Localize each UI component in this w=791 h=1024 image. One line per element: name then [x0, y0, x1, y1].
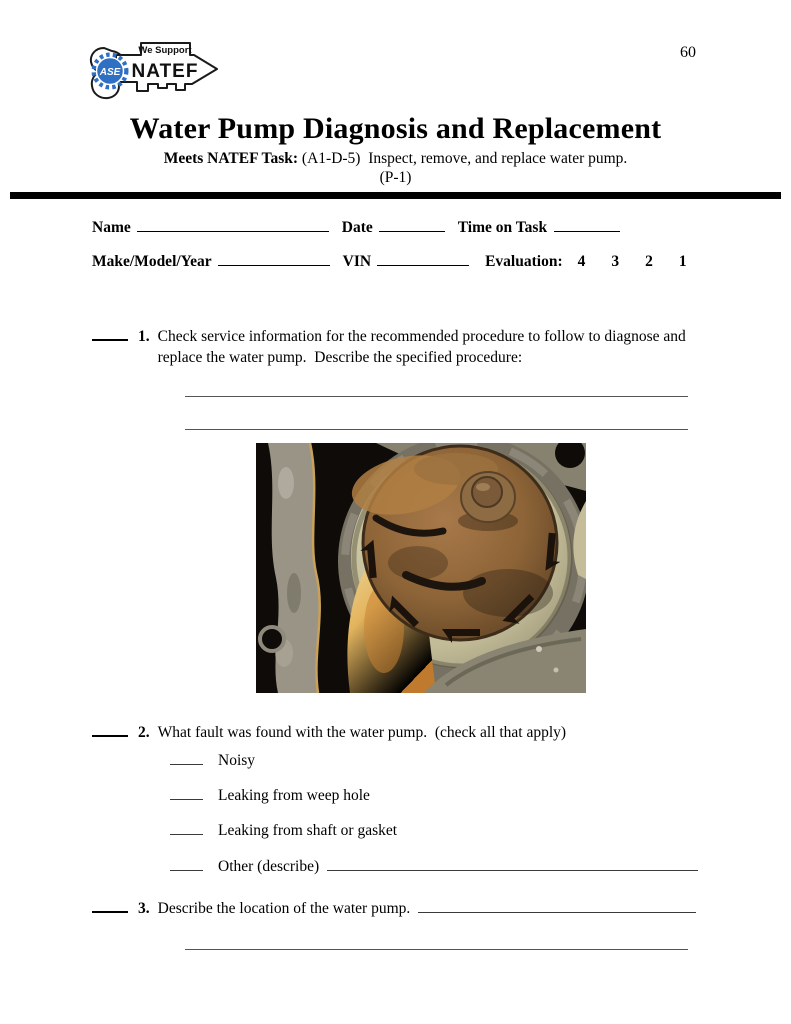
question-3 [92, 898, 696, 918]
form-row-vehicle [92, 252, 700, 271]
date-label: Date [341, 219, 373, 236]
task-label: Meets NATEF Task: [163, 150, 299, 167]
question-2-status-blank[interactable] [92, 722, 128, 737]
option-weep-hole [170, 786, 370, 805]
question-2-text: What fault was found with the water pump. (check all that apply) [157, 724, 567, 741]
option-shaft-gasket-label: Leaking from shaft or gasket [218, 822, 398, 839]
task-line [0, 150, 791, 168]
time-on-task-field[interactable] [554, 218, 620, 232]
question-1 [92, 326, 698, 368]
question-3-answer-field[interactable] [418, 899, 696, 913]
option-shaft-gasket [170, 821, 397, 840]
question-2 [92, 722, 698, 742]
option-weep-hole-checkbox[interactable] [170, 786, 203, 800]
date-field[interactable] [379, 218, 445, 232]
evaluation-label: Evaluation: [485, 253, 563, 270]
name-label: Name [92, 219, 131, 236]
question-1-answer-line-1[interactable] [185, 396, 688, 397]
evaluation-4[interactable]: 4 [577, 253, 586, 270]
question-2-number: 2. [138, 724, 150, 741]
worksheet-title: Water Pump Diagnosis and Replacement [129, 112, 662, 145]
priority-label: (P-1) [379, 169, 412, 186]
option-other-describe-field[interactable] [327, 857, 698, 871]
make-model-year-field[interactable] [218, 252, 330, 266]
evaluation-2[interactable]: 2 [645, 253, 653, 270]
time-on-task-label: Time on Task [457, 219, 548, 236]
option-other-checkbox[interactable] [170, 857, 203, 871]
header-divider [10, 192, 781, 199]
vin-label: VIN [342, 253, 372, 270]
option-weep-hole-label: Leaking from weep hole [218, 787, 370, 804]
question-1-answer-line-2[interactable] [185, 429, 688, 430]
option-other [170, 857, 698, 876]
evaluation-3[interactable]: 3 [611, 253, 620, 270]
evaluation-scale [578, 253, 687, 271]
option-noisy [170, 751, 255, 770]
option-shaft-gasket-checkbox[interactable] [170, 821, 203, 835]
option-other-label: Other (describe) [218, 858, 320, 875]
water-pump-photo-art [256, 443, 586, 693]
task-text: (A1-D-5) Inspect, remove, and replace water pump. [298, 150, 628, 167]
page-number: 60 [680, 44, 696, 61]
logo-tagline: We Support [138, 45, 192, 56]
make-model-year-label: Make/Model/Year [92, 253, 212, 270]
form-row-identity [92, 218, 652, 237]
vin-field[interactable] [377, 252, 469, 266]
question-1-text: Check service information for the recommended procedure to follow to diagnose and replace the water pump. Describe the specified procedure: [157, 328, 690, 366]
natef-key-logo-icon [86, 38, 222, 104]
question-3-text: Describe the location of the water pump. [157, 900, 411, 917]
question-3-answer-line-2[interactable] [185, 949, 688, 950]
evaluation-1[interactable]: 1 [678, 253, 687, 270]
logo-org-text: NATEF [131, 61, 199, 82]
question-3-status-blank[interactable] [92, 898, 128, 913]
name-field[interactable] [137, 218, 329, 232]
water-pump-photo [256, 443, 586, 693]
question-1-number: 1. [138, 328, 150, 345]
question-3-number: 3. [138, 900, 150, 917]
natef-logo [86, 38, 222, 104]
question-1-status-blank[interactable] [92, 326, 128, 341]
option-noisy-label: Noisy [218, 752, 256, 769]
option-noisy-checkbox[interactable] [170, 751, 203, 765]
ase-logo-text: ASE [99, 67, 121, 78]
